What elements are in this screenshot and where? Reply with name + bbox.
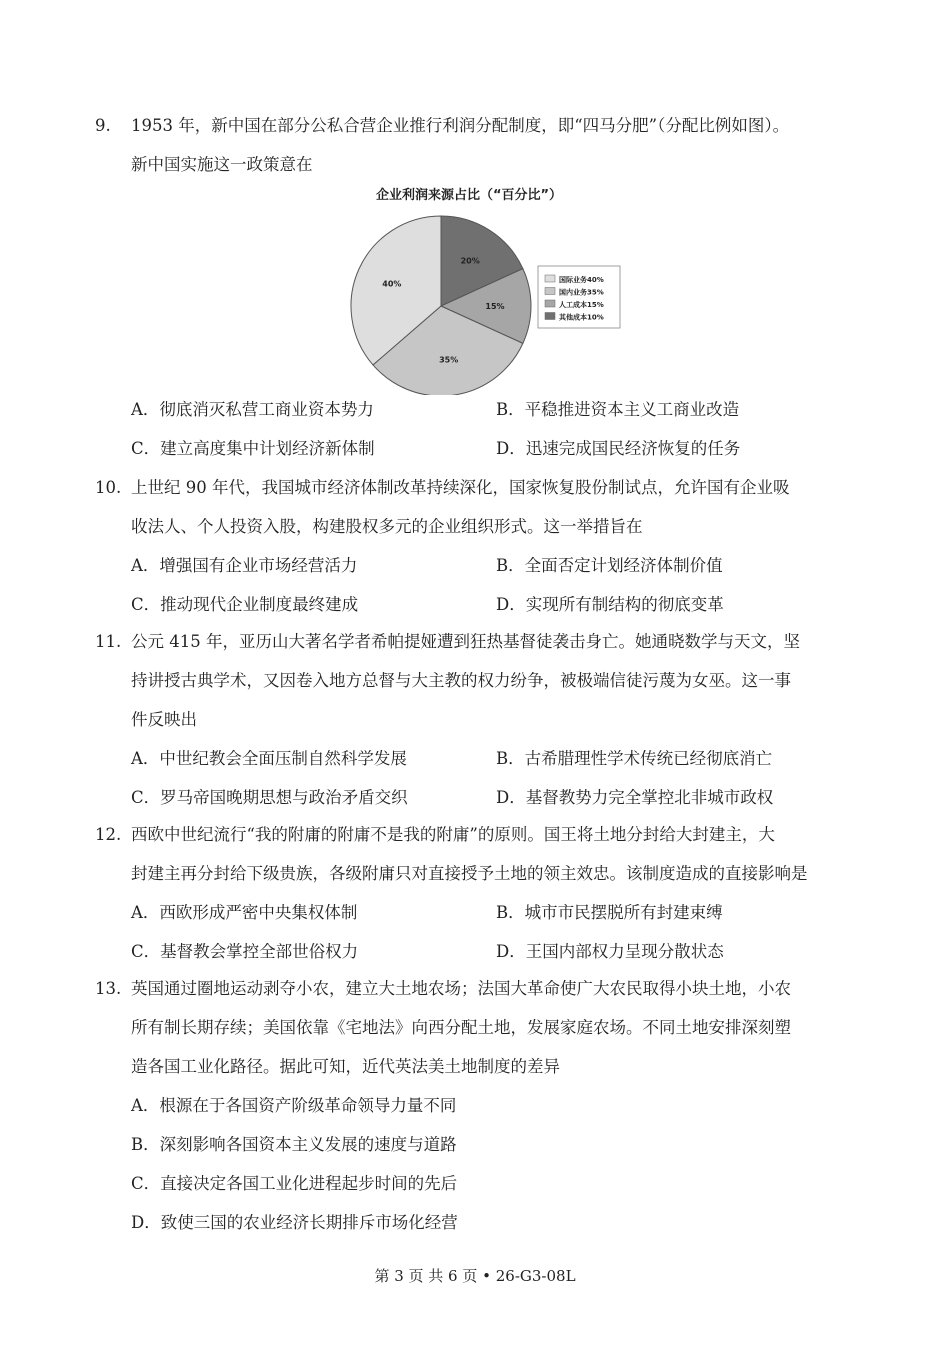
question-number: 12.	[95, 825, 122, 844]
option-letter: A．	[131, 556, 160, 575]
question-12	[95, 815, 865, 971]
option-b[interactable]	[496, 739, 861, 778]
option-text: 建立高度集中计划经济新体制	[160, 439, 375, 458]
option-text: 古希腊理性学术传统已经彻底消亡	[524, 749, 773, 768]
option-a[interactable]	[131, 739, 496, 778]
question-number: 13.	[95, 979, 122, 998]
option-text: 中世纪教会全面压制自然科学发展	[159, 749, 407, 768]
pie-slice-label-0: 20%	[460, 256, 480, 266]
option-text: 根源在于各国资产阶级革命领导力量不同	[159, 1096, 457, 1115]
option-letter: B．	[496, 903, 525, 922]
legend-label-2: 人工成本15%	[559, 301, 604, 309]
option-letter: B．	[496, 400, 525, 419]
legend-label-0: 国际业务40%	[559, 276, 604, 284]
option-b[interactable]	[496, 546, 861, 585]
option-text: 城市市民摆脱所有封建束缚	[524, 903, 723, 922]
option-letter: C．	[131, 788, 161, 807]
page-footer: 第 3 页 共 6 页 • 26-G3-08L	[374, 1267, 576, 1285]
option-letter: D．	[496, 788, 526, 807]
legend-swatch-2	[545, 300, 555, 307]
option-letter: B．	[131, 1135, 160, 1154]
option-text: 全面否定计划经济体制价值	[524, 556, 723, 575]
option-letter: D．	[496, 595, 526, 614]
pie-slice-label-2: 35%	[439, 355, 459, 365]
option-c[interactable]	[95, 1164, 865, 1203]
legend-swatch-0	[545, 275, 555, 282]
option-a[interactable]	[131, 893, 496, 932]
legend-label-1: 国内业务35%	[559, 288, 604, 297]
question-stem-line: 收法人、个人投资入股，构建股权多元的企业组织形式。这一举措旨在	[131, 517, 643, 536]
question-10	[95, 468, 865, 624]
option-c[interactable]	[131, 932, 496, 971]
option-d[interactable]	[95, 1203, 865, 1242]
question-9	[95, 106, 865, 184]
option-letter: D．	[496, 942, 526, 961]
pie-slice-label-3: 40%	[382, 279, 402, 289]
option-text: 平稳推进资本主义工商业改造	[524, 400, 740, 419]
option-d[interactable]	[496, 932, 861, 971]
option-text: 基督教会掌控全部世俗权力	[160, 942, 359, 961]
option-text: 罗马帝国晚期思想与政治矛盾交织	[160, 788, 408, 807]
question-number: 10.	[95, 478, 122, 497]
question-stem-line: 所有制长期存续；美国依靠《宅地法》向西分配土地，发展家庭农场。不同土地安排深刻塑	[131, 1018, 791, 1037]
legend-label-3: 其他成本10%	[559, 313, 604, 322]
option-text: 致使三国的农业经济长期排斥市场化经营	[160, 1213, 458, 1232]
option-text: 王国内部权力呈现分散状态	[525, 942, 724, 961]
option-letter: A．	[131, 749, 160, 768]
question-stem-line: 新中国实施这一政策意在	[131, 155, 313, 174]
question-stem-line: 持讲授古典学术，又因卷入地方总督与大主教的权力纷争，被极端信徒污蔑为女巫。这一事	[131, 671, 791, 690]
option-text: 西欧形成严密中央集权体制	[159, 903, 358, 922]
option-d[interactable]	[496, 429, 861, 468]
option-text: 基督教势力完全掌控北非城市政权	[525, 788, 774, 807]
legend-swatch-1	[545, 288, 555, 295]
option-a[interactable]	[131, 390, 496, 429]
question-stem-line: 1953 年，新中国在部分公私合营企业推行利润分配制度，即“四马分肥”（分配比例如图）。	[131, 116, 790, 135]
option-c[interactable]	[131, 585, 496, 624]
option-letter: A．	[131, 903, 160, 922]
question-stem-line: 西欧中世纪流行“我的附庸的附庸不是我的附庸”的原则。国王将土地分封给大封建主，大	[131, 825, 775, 844]
question-9-options	[95, 390, 865, 468]
option-a[interactable]	[131, 546, 496, 585]
option-b[interactable]	[95, 1125, 865, 1164]
option-letter: A．	[131, 1096, 160, 1115]
question-number: 11.	[95, 632, 122, 651]
legend-swatch-3	[545, 313, 555, 320]
question-11	[95, 622, 865, 817]
option-letter: B．	[496, 556, 525, 575]
option-text: 迅速完成国民经济恢复的任务	[525, 439, 741, 458]
chart-title: 企业利润来源占比（“百分比”）	[375, 188, 563, 203]
option-letter: C．	[131, 1174, 161, 1193]
option-text: 深刻影响各国资本主义发展的速度与道路	[159, 1135, 457, 1154]
option-letter: D．	[131, 1213, 161, 1232]
option-text: 直接决定各国工业化进程起步时间的先后	[160, 1174, 458, 1193]
question-stem-line: 件反映出	[131, 710, 197, 729]
question-stem-line: 英国通过圈地运动剥夺小农，建立大土地农场；法国大革命使广大农民取得小块土地，小农	[131, 979, 791, 998]
option-b[interactable]	[496, 893, 861, 932]
question-stem-line: 造各国工业化路径。据此可知，近代英法美土地制度的差异	[131, 1057, 560, 1076]
option-text: 增强国有企业市场经营活力	[159, 556, 358, 575]
question-stem-line: 公元 415 年，亚历山大著名学者希帕提娅遭到狂热基督徒袭击身亡。她通晓数学与天文，坚	[131, 632, 800, 651]
option-letter: C．	[131, 942, 161, 961]
option-c[interactable]	[131, 429, 496, 468]
option-letter: D．	[496, 439, 526, 458]
question-stem-line: 上世纪 90 年代，我国城市经济体制改革持续深化，国家恢复股份制试点，允许国有企业吸	[131, 478, 790, 497]
question-stem-line: 封建主再分封给下级贵族，各级附庸只对直接授予土地的领主效忠。该制度造成的直接影响是	[131, 864, 808, 883]
question-number: 9.	[95, 116, 111, 135]
pie-slice-label-1: 15%	[485, 302, 505, 311]
option-text: 彻底消灭私营工商业资本势力	[159, 400, 374, 419]
option-letter: C．	[131, 439, 161, 458]
option-letter: C．	[131, 595, 161, 614]
option-text: 推动现代企业制度最终建成	[160, 595, 359, 614]
option-c[interactable]	[131, 778, 496, 817]
option-b[interactable]	[496, 390, 861, 429]
option-a[interactable]	[95, 1086, 865, 1125]
option-text: 实现所有制结构的彻底变革	[525, 595, 724, 614]
option-d[interactable]	[496, 585, 861, 624]
pie-chart	[340, 180, 630, 395]
option-d[interactable]	[496, 778, 861, 817]
question-13	[95, 969, 865, 1242]
option-letter: A．	[131, 400, 160, 419]
pie-chart-figure	[340, 180, 630, 395]
option-letter: B．	[496, 749, 525, 768]
